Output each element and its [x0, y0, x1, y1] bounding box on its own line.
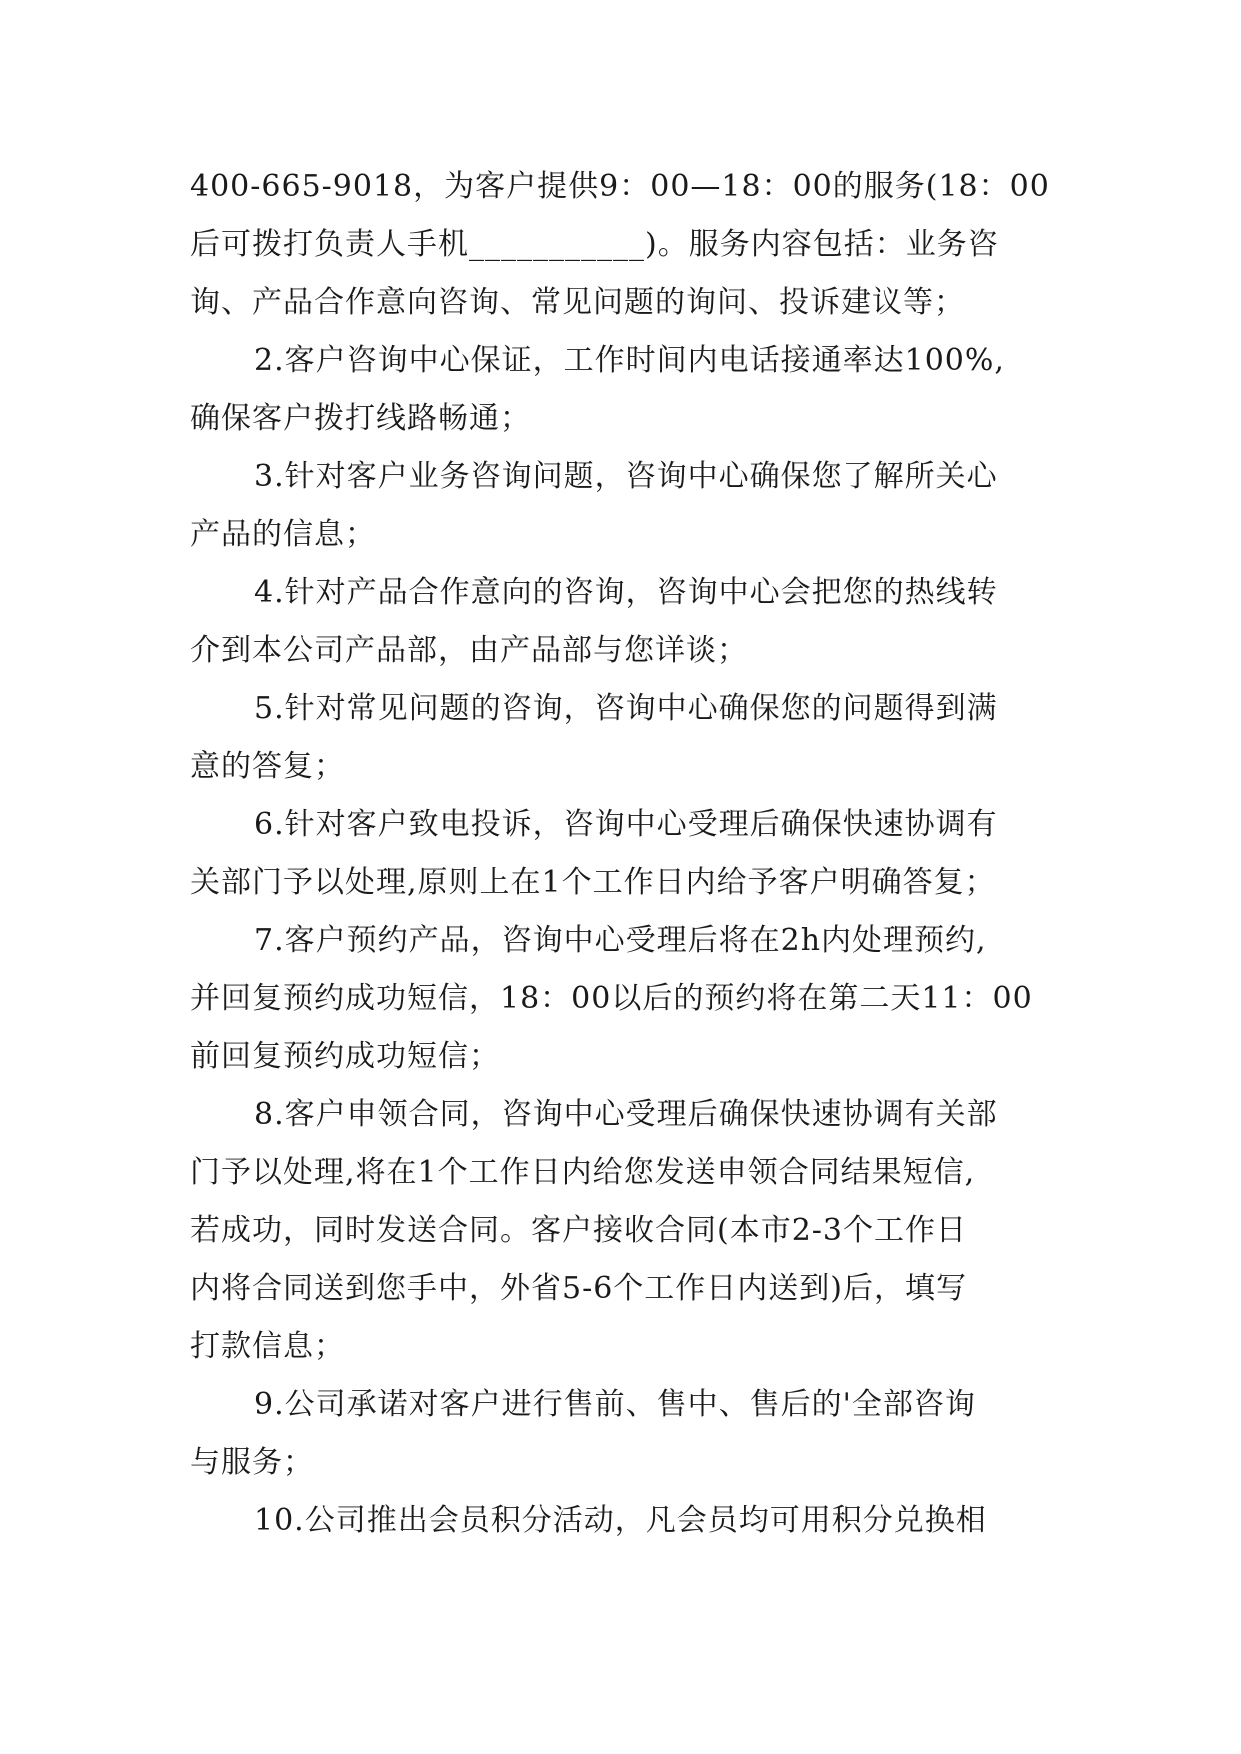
- text-line: 10.公司推出会员积分活动，凡会员均可用积分兑换相: [254, 1503, 987, 1538]
- text-line: 400-665-9018，为客户提供9：00—18：00的服务(18：00: [190, 169, 1050, 204]
- body-text: [190, 158, 1052, 1550]
- text-line: 打款信息；: [190, 1329, 345, 1364]
- text-line: 前回复预约成功短信；: [190, 1039, 500, 1074]
- text-line: 意的答复；: [190, 749, 345, 784]
- text-line: 内将合同送到您手中，外省5-6个工作日内送到)后，填写: [190, 1271, 968, 1306]
- text-line: 若成功，同时发送合同。客户接收合同(本市2-3个工作日: [190, 1213, 968, 1248]
- text-line: 确保客户拨打线路畅通；: [190, 401, 531, 436]
- text-line: 介到本公司产品部，由产品部与您详谈；: [190, 633, 748, 668]
- text-line: 7.客户预约产品，咨询中心受理后将在2h内处理预约,: [254, 923, 987, 958]
- text-line: 2.客户咨询中心保证，工作时间内电话接通率达100%,: [254, 343, 1005, 378]
- text-line: 5.针对常见问题的咨询，咨询中心确保您的问题得到满: [254, 691, 998, 726]
- text-line: 与服务；: [190, 1445, 314, 1480]
- text-line: 产品的信息；: [190, 517, 376, 552]
- text-line: 后可拨打负责人手机___________)。服务内容包括：业务咨: [190, 227, 999, 262]
- text-line: 4.针对产品合作意向的咨询，咨询中心会把您的热线转: [254, 575, 998, 610]
- text-line: 询、产品合作意向咨询、常见问题的询问、投诉建议等；: [190, 285, 965, 320]
- text-line: 8.客户申领合同，咨询中心受理后确保快速协调有关部: [254, 1097, 998, 1132]
- text-line: 6.针对客户致电投诉，咨询中心受理后确保快速协调有: [254, 807, 998, 842]
- text-line: 并回复预约成功短信，18：00以后的预约将在第二天11：00: [190, 981, 1033, 1016]
- text-line: 9.公司承诺对客户进行售前、售中、售后的'全部咨询: [254, 1387, 976, 1422]
- text-line: 3.针对客户业务咨询问题，咨询中心确保您了解所关心: [254, 459, 998, 494]
- text-line: 门予以处理,将在1个工作日内给您发送申领合同结果短信,: [190, 1155, 976, 1190]
- text-line: 关部门予以处理,原则上在1个工作日内给予客户明确答复；: [190, 865, 996, 900]
